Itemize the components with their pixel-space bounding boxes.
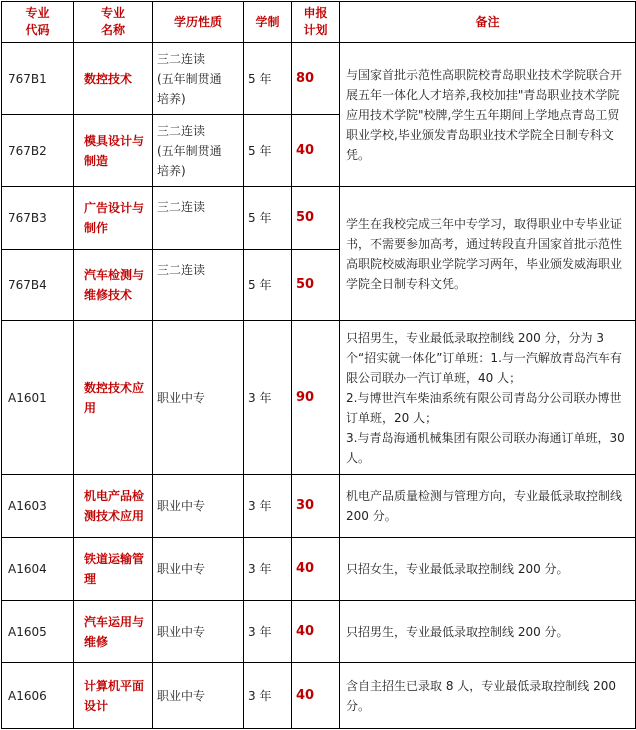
table-row (2, 538, 636, 601)
row-name: 汽车检测与 维修技术 (74, 250, 153, 321)
row-type: 职业中专 (153, 663, 244, 729)
row-name: 数控技术 (74, 43, 153, 115)
header-name: 专业 名称 (74, 2, 153, 43)
row-name: 计算机平面 设计 (74, 663, 153, 729)
table-row (2, 321, 636, 475)
table-row (2, 475, 636, 538)
header-note: 备注 (340, 2, 636, 43)
row-note: 只招女生，专业最低录取控制线 200 分。 (340, 538, 636, 601)
row-years: 3 年 (244, 538, 292, 601)
row-years: 5 年 (244, 250, 292, 321)
row-type: 职业中专 (153, 475, 244, 538)
enrollment-table (1, 1, 636, 729)
row-plan: 40 (292, 115, 340, 187)
table-row (2, 601, 636, 663)
header-code: 专业 代码 (2, 2, 74, 43)
table-row (2, 43, 636, 115)
row-plan: 30 (292, 475, 340, 538)
row-years: 3 年 (244, 321, 292, 475)
table-header-row (2, 2, 636, 43)
row-name: 机电产品检 测技术应用 (74, 475, 153, 538)
row-code: A1603 (2, 475, 74, 538)
header-plan: 申报 计划 (292, 2, 340, 43)
row-years: 5 年 (244, 43, 292, 115)
row-plan: 90 (292, 321, 340, 475)
row-type: 三二连读 (五年制贯通 培养) (153, 43, 244, 115)
row-note: 与国家首批示范性高职院校青岛职业技术学院联合开展五年一体化人才培养,我校加挂"青岛职业技术学院应用技术学院"校牌,学生五年期间上学地点青岛工贸职业学校,毕业颁发青岛职业技术学院全日制专科文凭。 (340, 43, 636, 187)
row-type: 三二连读 (153, 250, 244, 321)
row-name: 数控技术应 用 (74, 321, 153, 475)
row-plan: 40 (292, 601, 340, 663)
row-code: A1601 (2, 321, 74, 475)
row-code: A1604 (2, 538, 74, 601)
header-type: 学历性质 (153, 2, 244, 43)
row-type: 三二连读 (153, 187, 244, 250)
row-code: A1605 (2, 601, 74, 663)
table-row (2, 187, 636, 250)
row-name: 铁道运输管 理 (74, 538, 153, 601)
row-plan: 40 (292, 663, 340, 729)
row-name: 广告设计与 制作 (74, 187, 153, 250)
row-type: 职业中专 (153, 321, 244, 475)
header-years: 学制 (244, 2, 292, 43)
row-years: 5 年 (244, 187, 292, 250)
row-years: 5 年 (244, 115, 292, 187)
row-note: 学生在我校完成三年中专学习，取得职业中专毕业证书，不需要参加高考，通过转段直升国家首批示范性高职院校威海职业学院学习两年，毕业颁发威海职业学院全日制专科文凭。 (340, 187, 636, 321)
row-years: 3 年 (244, 663, 292, 729)
row-plan: 80 (292, 43, 340, 115)
table-row (2, 663, 636, 729)
row-note: 只招男生，专业最低录取控制线 200 分。 (340, 601, 636, 663)
row-code: A1606 (2, 663, 74, 729)
row-name: 模具设计与 制造 (74, 115, 153, 187)
row-code: 767B3 (2, 187, 74, 250)
row-type: 职业中专 (153, 601, 244, 663)
row-code: 767B1 (2, 43, 74, 115)
row-type: 三二连读 (五年制贯通 培养) (153, 115, 244, 187)
row-code: 767B2 (2, 115, 74, 187)
row-years: 3 年 (244, 475, 292, 538)
row-plan: 40 (292, 538, 340, 601)
row-plan: 50 (292, 187, 340, 250)
row-type: 职业中专 (153, 538, 244, 601)
row-name: 汽车运用与 维修 (74, 601, 153, 663)
row-note: 机电产品质量检测与管理方向，专业最低录取控制线 200 分。 (340, 475, 636, 538)
row-plan: 50 (292, 250, 340, 321)
row-code: 767B4 (2, 250, 74, 321)
row-years: 3 年 (244, 601, 292, 663)
row-note: 只招男生，专业最低录取控制线 200 分，分为 3 个“招实就一体化”订单班：1.与一汽解放青岛汽车有限公司联办一汽订单班，40 人； 2.与博世汽车柴油系统有限公司青岛分公司联办博世订单班，20 人； 3.与青岛海通机械集团有限公司联办海通订单班，30 人。 (340, 321, 636, 475)
row-note: 含自主招生已录取 8 人，专业最低录取控制线 200 分。 (340, 663, 636, 729)
